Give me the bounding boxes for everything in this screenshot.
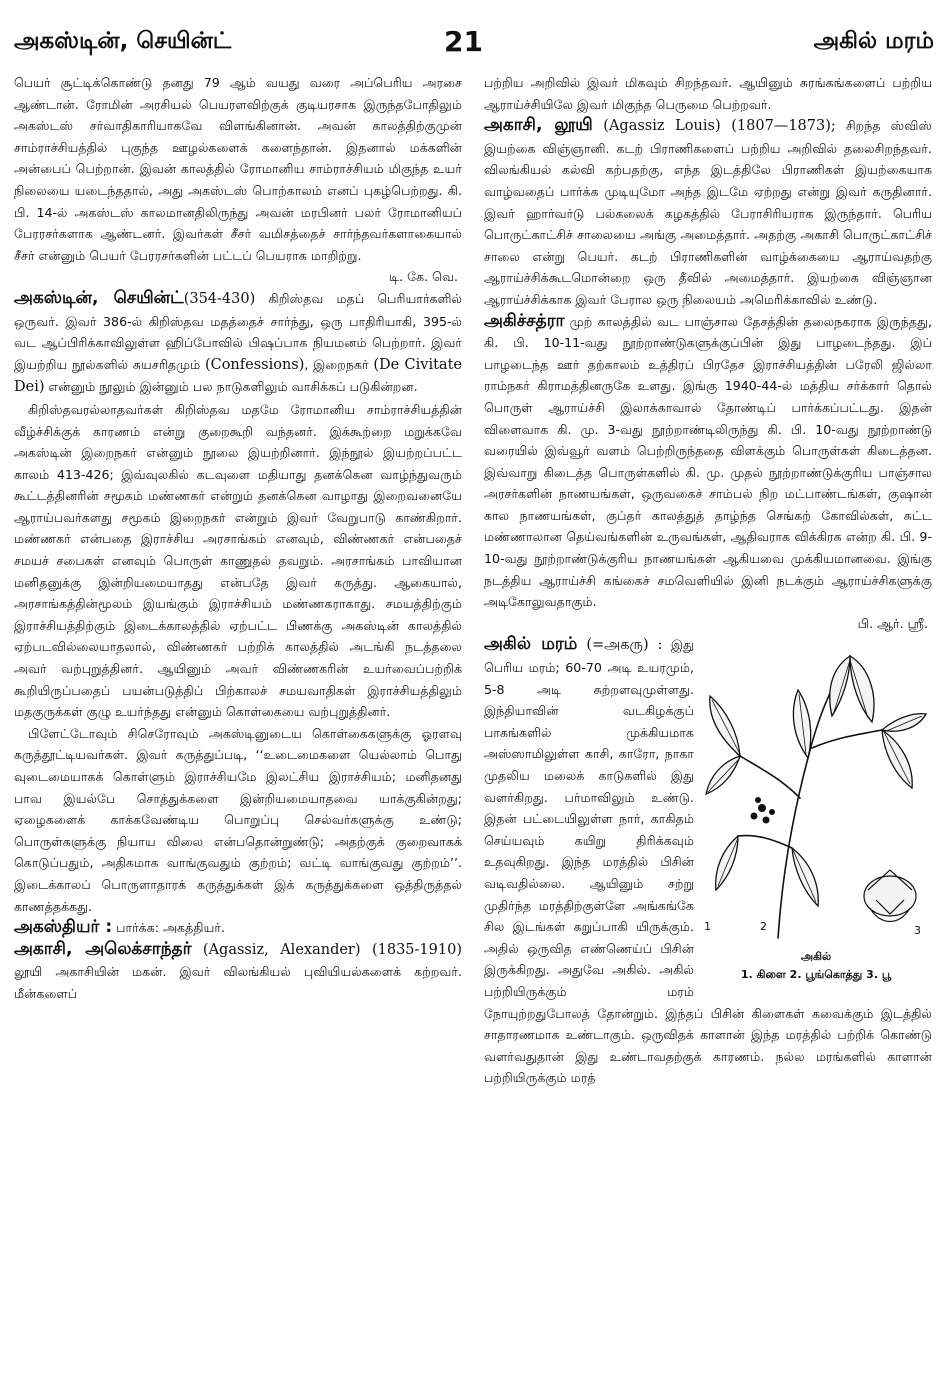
latin-name: (Agassiz Louis) (1807—1873);	[592, 118, 836, 135]
augustine-paragraph: கிறிஸ்தவரல்லாதவர்கள் கிறிஸ்தவ மதமே ரோமானிய சாம்ராச்சியத்தின் வீழ்ச்சிக்குக் காரணம் என்று குறைகூறி வந்தனர். இக்கூற்றை மறுக்கவே அகஸ்டின் இறைநகர் என்னும் நூலை இயற்றினார். இந்நூல் இயற்றப்பட்ட காலம் 413-426; இவ்வுலகில் கடவுளை மதியாது தனக்கென வாழ்ந்துவரும் கூட்டத்தினரின் சமூகம் மண்ணகர் என்றும் தனக்கென வாழாது இறைவனையே ஆராய்பவர்களது சமூகம் இறைநகர் என்றும் இவர் வேறுபாடு காண்கிறார். மண்ணகர் என்பதை இராச்சிய அரசாங்கம் எனவும், விண்ணகர் என்பதைச் சமயச் சபைகள் எனவும் பொருள் காணுதல் தவறும். அரசாங்கம் பாவியான மனிதனுக்கு இன்றியமையாதது என்பதே இவர் கருத்து. ஆகையால், அரசாங்கத்தின்மூலம் இயங்கும் இராச்சியம் மண்ணகராகாது. சமயத்திற்கும் இராச்சியத்திற்கும் இடைக்காலத்தில் ஏற்பட்ட பிணக்கு அகஸ்டின் காலத்தில் ஏற்படவில்லையாதலால், விண்ணகர் பற்றிக் காலத்தில் அடங்கி நடத்தலை அவர் வற்புறுத்தினர். ஆயினும் அவர் விண்ணகரின் உயர்வைப்பற்றிக் கூறியிருப்பதைப் பயன்படுத்திப் பிற்காலச் சமயவாதிகள் இராச்சியத்திலும் மதகுருக்கள் குழு உயர்ந்தது என்னும் கொள்கையை வற்புறுத்தினர்.	[14, 401, 462, 720]
headword: அகில் மரம்	[484, 634, 578, 655]
headword-note: (=அகரு) :	[577, 637, 663, 654]
entry-agassiz-alexander: அகாசி, அலெக்சாந்தர் (Agassiz, Alexander) (1835-1910) லூயி அகாசியின் மகன். இவர் விலங்கியல் புவியியல்களைக் கற்றவர். மீன்களைப்	[14, 938, 462, 1001]
entry-dates: (354-430)	[183, 290, 256, 307]
augustine-paragraph: பிளேட்டோவும் சிசெரோவும் அகஸ்டினுடைய கொள்கைகளுக்கு ஓரளவு கருத்தூட்டியவர்கள். இவர் கருத்துப்படி, ‘‘உடைமைகளை யெல்லாம் பொது வுடைமையாகக் கொள்ளும் இராச்சியமே இலட்சிய இராச்சியம்; மனிதனது பாவ இயல்பே சொத்துக்களை இன்றியமையாதவை யாக்குகின்றது; ஏழைகளைக் காக்கவேண்டிய பொறுப்பு செல்வர்களுக்கு உண்டு; பொருள்களுக்கு நியாய விலை என்பதொன்றுண்டு; அதற்குக் குறைவாகக் கொடுப்பதும், அதிகமாக வாங்குவதும் குற்றம்; வட்டி வாங்குவது குற்றம்’’. இடைக்காலப் பொருளாதாரக் கருத்துக்கள் இக் கருத்துக்களை ஒத்திருத்தல் காணத்தக்கது.	[14, 725, 462, 914]
agassiz-alexander-continuation: பற்றிய அறிவில் இவர் மிகவும் சிறந்தவர். ஆயினும் சுரங்கங்களைப் பற்றிய ஆராய்ச்சியிலே இவர் மிகுந்த பெருமை பெற்றவர்.	[484, 75, 932, 112]
latin-title: (De Civitate Dei)	[14, 356, 462, 396]
running-head-right: அகில் மரம்	[813, 28, 934, 54]
agarwood-figure	[700, 638, 932, 992]
headword: அகஸ்தியர் :	[14, 917, 113, 938]
latin-title: (Confessions)	[204, 356, 305, 373]
leaf	[716, 836, 738, 890]
headword: அகாசி, அலெக்சாந்தர்	[14, 938, 192, 959]
entry-agasthiyar: அகஸ்தியர் : பார்க்க: அகத்தியர்.	[14, 917, 225, 938]
figure-label-2: 2	[760, 920, 767, 934]
figure-label-3: 3	[914, 924, 921, 938]
figure-caption: 1. கிளை 2. பூங்கொத்து 3. பூ	[740, 968, 892, 982]
leaf	[850, 656, 874, 722]
figure-title: அகில்	[800, 950, 832, 964]
figure-label-1: 1	[704, 920, 711, 934]
left-column	[14, 72, 462, 1382]
author-signature: பி. ஆர். ஸ்ரீ.	[857, 615, 928, 631]
page-number: 21	[444, 25, 483, 58]
entry-augustine: அகஸ்டின், செயின்ட்(354-430) கிறிஸ்தவ மதப் பெரியார்களில் ஒருவர். இவர் 386-ல் கிறிஸ்தவ மதத்தைச் சார்ந்து, ஒரு பாதிரியாகி, 395-ல் வட ஆப்பிரிக்காவிலுள்ள ஹிப்போவில் பிஷப்பாக நியமனம் பெற்றார். இவர் இயற்றிய நூல்களில் சுயசரிதமும் (Confessions), இறைநகர் (De Civitate Dei) என்னும் நூலும் இன்னும் பல நாடுகளிலும் வாசிக்கப் படுகின்றன.	[14, 287, 462, 396]
entry-agil-maram: அகில் மரம் (=அகரு) : 1 2 3 அகில் 1. கிளை 2. பூங்கொத்து 3. பூ இது பெரிய மரம்; 60-70 அடி உயரமும், 5-8 அடி சுற்றளவுமுள்ளது. இந்தியாவின் வடகிழக்குப் பாகங்களில் முக்கியமாக அஸ்ஸாமிலுள்ள காசி, காரோ, நாகா முதலிய மலைக் காடுகளில் இது வளர்கிறது. பர்மாவிலும் உண்டு. இதன் பட்டையிலுள்ள நார், காகிதம் செய்யவும் கயிறு திரிக்கவும் உதவுகிறது. இந்த மரத்தில் பிசின் வடிவதில்லை. ஆயினும் சற்று முதிர்ந்த மரத்திற்குள்ளே அங்கங்கே சில இடங்கள் கறுப்பாகி யிருக்கும். அதில் ஒருவித எண்ணெய்ப் பிசின் இருக்கிறது. அதுவே அகில். அகில் பற்றியிருக்கும் மரம் நோயுற்றதுபோலத் தோன்றும். இந்தப் பிசின் கிளைகள் கவைக்கும் இடத்தில் சாதாரணமாக உண்டாகும். ஒருவிதக் காளான் இந்த மரத்தில் பற்றிக் கொண்டு வளர்வதுதான் இது உண்டாவதற்குக் காரணம். நல்ல மரங்களில் காளான் பற்றியிருக்கும் மரத்	[484, 634, 932, 1086]
augustus-continuation: பெயர் சூட்டிக்கொண்டு தனது 79 ஆம் வயது வரை அப்பெரிய அரசை ஆண்டான். ரோமின் அரசியல் பெயரளவிற்குக் குடியரசாக இருந்தபோதிலும் அகஸ்டஸ் சர்வாதிகாரியாகவே விளங்கினான். அவன் காலத்திற்குமுன் சாம்ராச்சியத்தில் புகுந்த ஊழல்களைக் களைந்தான். இதனால் மக்களின் அன்பைப் பெற்றான். இவன் காலத்தில் ரோமானிய சாம்ராச்சியம் மிகுந்த உயர் நிலையை யடைந்ததால், அது அகஸ்டஸ் பொற்காலம் எனப் புகழ்பெற்றது. கி. பி. 14-ல் அகஸ்டஸ் காலமானதிலிருந்து அவன் மரபினர் பலர் ரோமானியப் பேரரசர்களாக ஆண்டனர். இவர்கள் சீசர் வமிசத்தைச் சார்ந்தவர்களாகையால் சீசர் என்னும் பெயர் பேரரசர்களின் பட்டப் பெயராக மாறிற்று.	[14, 75, 462, 263]
author-signature: டி. கே. வெ.	[389, 269, 458, 285]
running-head-left: அகஸ்டின், செயின்ட்	[14, 28, 232, 54]
latin-name: (Agassiz, Alexander) (1835-1910)	[191, 941, 462, 958]
agarwood-plant-illustration	[700, 638, 932, 944]
headword: அகிச்சத்ரா	[484, 310, 565, 331]
right-column	[484, 72, 932, 1382]
branch-twig	[812, 730, 882, 748]
leaf	[830, 656, 850, 716]
headword: அகாசி, லூயி	[484, 115, 593, 136]
entry-ahichchatra: அகிச்சத்ரா முற் காலத்தில் வட பாஞ்சால தேசத்தின் தலைநகராக இருந்தது, கி. பி. 10-11-வது நூற்றாண்டுகளுக்குப்பின் இது பாழடைந்தது. இப் பாழடைந்த ஊர் தற்காலம் உத்திரப் பிரதேச இராச்சியத்தின் பரேலி ஜில்லா ராம்நகர் கிராமத்தினருகே உளது. இங்கு 1940-44-ல் மத்திய சர்க்கார் தொல் பொருள் ஆராய்ச்சி இலாக்காவால் தோண்டிப் பார்க்கப்பட்டது. இதன் விளைவாக கி. மு. 3-வது நூற்றாண்டிலிருந்து கி. பி. 10-வது நூற்றாண்டு வரையில் இவ்வூர் வளம் பெற்றிருந்ததை விளக்கும் பொருள்கள் கிடைத்தன. இவ்வாறு கிடைத்த பொருள்களில் கி. மு. முதல் நூற்றாண்டுக்குரிய பாஞ்சால அரசர்களின் நாணயங்கள், ஒருவகைச் சாம்பல் நிற மட்பாண்டங்கள், குஷான் கால நாணயங்கள், குப்தர் காலத்துத் தாழ்ந்த செங்கற் கோவில்கள், சுட்ட மண்ணாலான தெய்வங்களின் உருவங்கள், ஆதிவராக விக்கிரக என்ற கி. பி. 9-10-வது நூற்றாண்டுக்குரிய நாணயங்கள் ஆகியவை முக்கியமானவை. இங்கு நடத்திய ஆராய்ச்சி கங்கைச் சமவெளியில் இனி நடக்கும் ஆராய்ச்சிகளுக்கு அடிகோலுவதாகும்.	[484, 310, 932, 610]
page-header	[14, 25, 934, 68]
entry-agassiz-louis: அகாசி, லூயி (Agassiz Louis) (1807—1873); சிறந்த ஸ்விஸ் இயற்கை விஞ்ஞானி. கடற் பிராணிகளைப் பற்றிய அறிவில் தலைசிறந்தவர். விலங்கியல் கல்வி கற்பதற்கு, எந்த இடத்திலே பிராணிகள் இயற்கையாக வாழ்வதைப் பார்க்க முடியுமோ அந்த இடமே ஏற்றது என்று இவர் கருதினார். இவர் ஹார்வர்டு பல்கலைக் கழகத்தில் பேராசிரியராக இருந்தார். பெரிய பொருட்காட்சிச் சாலையை அங்கு அமைத்தார். அதற்கு அகாசி பொருட்காட்சிச் சாலை என்று பெயர். கடற் பிராணிகளின் வாழ்க்கையை ஆராய்வதற்கு ஆராய்ச்சிக்கூடமொன்றை ஒரு தீவில் அமைத்தார். இயற்கை விஞ்ஞான ஆராய்ச்சிக்காக இவர் பேரால ஒரு நிலையம் அமெரிக்காவில் உண்டு.	[484, 115, 932, 307]
flower-detail	[864, 870, 916, 922]
headword: அகஸ்டின், செயின்ட்	[14, 287, 184, 308]
flower-cluster	[751, 797, 776, 824]
leaf	[882, 714, 926, 732]
leaf	[793, 690, 810, 758]
branch-twig	[738, 836, 792, 849]
branch-twig	[740, 756, 800, 798]
